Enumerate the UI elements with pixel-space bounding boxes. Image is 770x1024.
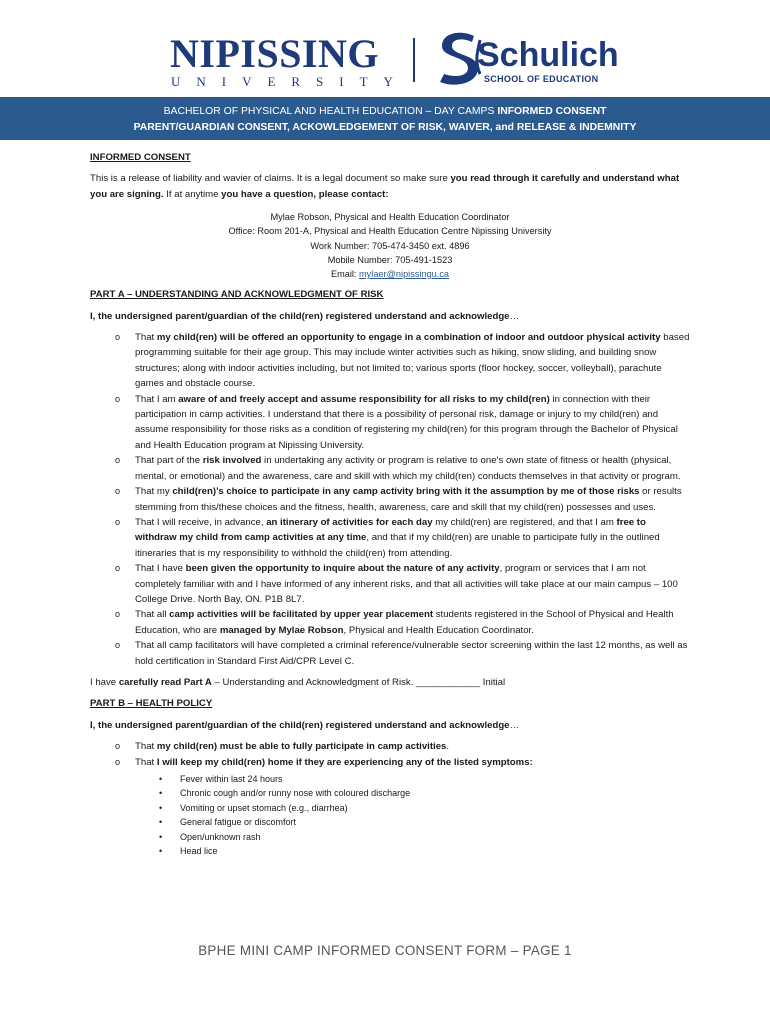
- item-emphasis: managed by Mylae Robson: [219, 624, 344, 636]
- item-text: , Physical and Health Education Coordinator.: [343, 624, 534, 636]
- bullet-marker: •: [159, 774, 163, 785]
- list-marker: o: [115, 486, 121, 497]
- list-marker: o: [115, 609, 121, 620]
- page-footer: BPHE MINI CAMP INFORMED CONSENT FORM – PAGE 1: [198, 943, 572, 958]
- bullet-marker: •: [159, 831, 163, 842]
- informed-consent-heading: INFORMED CONSENT: [90, 152, 191, 163]
- bullet-marker: •: [159, 817, 163, 828]
- part-b-lead-ellipsis: …: [509, 719, 520, 731]
- contact-email-line: [90, 267, 690, 281]
- nipissing-subtitle-letter: Y: [383, 74, 393, 89]
- part-b-heading: PART B – HEALTH POLICY: [90, 698, 213, 710]
- part-a-lead-ellipsis: …: [509, 310, 520, 322]
- nipissing-subtitle-letter: N: [196, 74, 206, 89]
- item-text: in connection with their participation in camp activities. I understand that there is a possibility of personal risk, damage or injury to my child(ren) and assume responsibility for those risks as a condition of registering my child(ren) for this program through the Bachelor of Physical and Health Education program at Nipissing University.: [135, 393, 678, 451]
- item-text: That I am: [135, 393, 179, 405]
- list-item: [90, 739, 690, 754]
- logo-divider: [413, 38, 415, 82]
- intro-text: If at anytime: [163, 188, 222, 200]
- list-marker: o: [115, 640, 121, 651]
- item-emphasis: I will keep my child(ren) home if they are experiencing any of the listed symptoms:: [156, 756, 533, 768]
- symptom-item: [159, 786, 690, 800]
- contact-office: Office: Room 201-A, Physical and Health Education Centre Nipissing University: [228, 226, 552, 237]
- nipissing-subtitle-letter: S: [316, 74, 324, 89]
- closing-text: I have: [90, 676, 119, 688]
- nipissing-subtitle-letter: R: [291, 74, 301, 89]
- schulich-logo-name: Schulich: [477, 36, 619, 74]
- contact-email-label: Email:: [330, 269, 360, 280]
- symptom-text: Head lice: [180, 846, 218, 857]
- item-text: in undertaking any activity or program is relative to one’s own state of fitness or health (physical, mental, or emotional) and the awareness, care and skill with which my child(ren) conducts themselves in that activity or program.: [135, 455, 681, 482]
- symptom-item: [159, 772, 690, 786]
- list-marker: o: [115, 455, 121, 466]
- part-a-list: [90, 330, 690, 669]
- list-marker: o: [115, 516, 121, 527]
- contact-email-link[interactable]: mylaer@nipissingu.ca: [359, 269, 450, 280]
- bullet-marker: •: [159, 802, 163, 813]
- item-text: or results stemming from this/these choices and the fitness, health, awareness, care and skill that my child(ren) possesses and uses.: [135, 486, 682, 513]
- item-emphasis: child(ren)’s choice to participate in any camp activity bring with it the assumption by me of those risks: [172, 486, 640, 498]
- part-a-initial-line: [90, 675, 690, 690]
- item-emphasis: an itinerary of activities for each day: [266, 516, 433, 528]
- item-text: That all: [135, 609, 170, 621]
- logo-header: [0, 30, 770, 90]
- symptom-item: [159, 815, 690, 829]
- symptom-text: General fatigue or discomfort: [180, 817, 297, 828]
- list-item: [90, 484, 690, 515]
- banner-program-name: BACHELOR OF PHYSICAL AND HEALTH EDUCATION – DAY CAMPS: [163, 106, 498, 117]
- bullet-marker: •: [159, 846, 163, 857]
- informed-consent-intro: [90, 171, 690, 202]
- title-banner: [0, 97, 770, 140]
- list-item: [90, 638, 690, 669]
- item-text: That: [135, 756, 157, 768]
- symptom-text: Open/unknown rash: [180, 831, 261, 842]
- nipissing-subtitle-letter: I: [221, 74, 227, 89]
- item-text: That my: [135, 486, 173, 498]
- list-item: [90, 392, 690, 454]
- symptom-text: Vomiting or upset stomach (e.g., diarrhea): [180, 802, 348, 813]
- item-emphasis: camp activities will be facilitated by upper year placement: [169, 609, 434, 621]
- item-text: That part of the: [135, 455, 203, 467]
- list-marker: o: [115, 332, 121, 343]
- part-a-heading: PART A – UNDERSTANDING AND ACKNOWLEDGMENT OF RISK: [90, 289, 384, 301]
- part-b-list: [90, 739, 690, 770]
- item-text: , and that if my child(ren) are unable to participate fully in the outlined itineraries that is my responsibility to withhold the child(ren) from attending.: [135, 532, 660, 559]
- nipissing-logo-name: NIPISSING: [170, 31, 380, 76]
- nipissing-logo-subtitle: [171, 74, 393, 90]
- item-emphasis: my child(ren) must be able to fully participate in camp activities: [156, 741, 447, 753]
- part-b-lead: [90, 718, 690, 733]
- contact-name: Mylae Robson, Physical and Health Education Coordinator: [270, 212, 510, 223]
- bullet-marker: •: [159, 788, 163, 799]
- item-emphasis: risk involved: [202, 455, 262, 467]
- nipissing-subtitle-letter: I: [339, 74, 344, 89]
- list-marker: o: [115, 393, 121, 404]
- part-a-lead-text: I, the undersigned parent/guardian of the child(ren) registered understand and acknowledge: [90, 310, 510, 322]
- list-marker: o: [115, 563, 121, 574]
- symptom-list: [90, 772, 690, 858]
- item-text: That all camp facilitators will have completed a criminal reference/vulnerable sector screening within the last 12 months, as well as hold certification in Standard First Aid/CPR Level C.: [135, 640, 688, 667]
- item-emphasis: been given the opportunity to inquire about the nature of any activity: [185, 563, 500, 575]
- item-text: based programming suitable for their age group. This may include winter activities such as hiking, snow sliding, and building snow structures; along with indoor activities including, but not limited to; various sports (floor hockey, soccer, volleyball), parachute games and obstacle course.: [135, 332, 690, 390]
- symptom-item: [159, 801, 690, 815]
- closing-initial-field[interactable]: – Understanding and Acknowledgment of Risk. ____________ Initial: [211, 676, 506, 688]
- item-emphasis: my child(ren) will be offered an opportunity to engage in a combination of indoor and outdoor physical activity: [156, 332, 661, 344]
- nipissing-subtitle-letter: U: [171, 74, 181, 89]
- intro-emphasis: you have a question, please contact:: [221, 188, 389, 200]
- contact-block: [90, 210, 690, 281]
- item-emphasis: aware of and freely accept and assume responsibility for all risks to my child(ren): [178, 393, 550, 405]
- intro-emphasis: you read through it carefully and understand what you are signing.: [90, 173, 680, 200]
- banner-form-type: INFORMED CONSENT: [497, 106, 607, 117]
- banner-line-2: [0, 120, 770, 136]
- nipissing-subtitle-letter: E: [267, 74, 276, 89]
- contact-mobile-number: Mobile Number: 705-491-1523: [327, 254, 453, 265]
- banner-line-1: [0, 104, 770, 120]
- list-marker: o: [115, 756, 121, 767]
- part-b-lead-text: I, the undersigned parent/guardian of the child(ren) registered understand and acknowledge: [90, 719, 510, 731]
- symptom-text: Fever within last 24 hours: [180, 774, 283, 785]
- symptom-item: [159, 830, 690, 844]
- list-marker: o: [115, 741, 121, 752]
- item-text: .: [446, 741, 450, 753]
- symptom-text: Chronic cough and/or runny nose with coloured discharge: [180, 788, 411, 799]
- item-text: students registered in the School of Physical and Health Education, who are: [135, 609, 674, 636]
- list-item: [90, 607, 690, 638]
- list-item: [90, 453, 690, 484]
- intro-text: This is a release of liability and wavier of claims. It is a legal document so make sure: [90, 173, 451, 185]
- list-item: [90, 755, 690, 770]
- list-item: [90, 330, 690, 392]
- list-item: [90, 515, 690, 561]
- closing-emphasis: carefully read Part A: [118, 676, 212, 688]
- item-emphasis: free to withdraw my child from camp activities at any time: [135, 516, 646, 544]
- nipissing-subtitle-letter: V: [242, 74, 252, 89]
- list-item: [90, 561, 690, 607]
- schulich-logo-subtitle: SCHOOL OF EDUCATION: [484, 74, 599, 84]
- item-text: That I have: [135, 563, 186, 575]
- item-text: my child(ren) are registered, and that I am: [432, 516, 617, 528]
- contact-work-number: Work Number: 705-474-3450 ext. 4896: [310, 240, 470, 251]
- part-a-lead: [90, 309, 690, 324]
- banner-subtitle: PARENT/GUARDIAN CONSENT, ACKOWLEDGEMENT OF RISK, WAIVER, and RELEASE & INDEMNITY: [133, 122, 637, 133]
- item-text: That I will receive, in advance,: [135, 516, 267, 528]
- symptom-item: [159, 844, 690, 858]
- item-text: That: [135, 332, 157, 344]
- item-text: That: [135, 741, 157, 753]
- item-text: , program or services that I am not completely familiar with and I have informed of any inherent risks, and that all activities will take place at our main campus – 100 College Drive. North Bay, ON. P1B 8L7.: [135, 563, 678, 605]
- document-body: [90, 150, 690, 858]
- nipissing-subtitle-letter: T: [359, 74, 368, 89]
